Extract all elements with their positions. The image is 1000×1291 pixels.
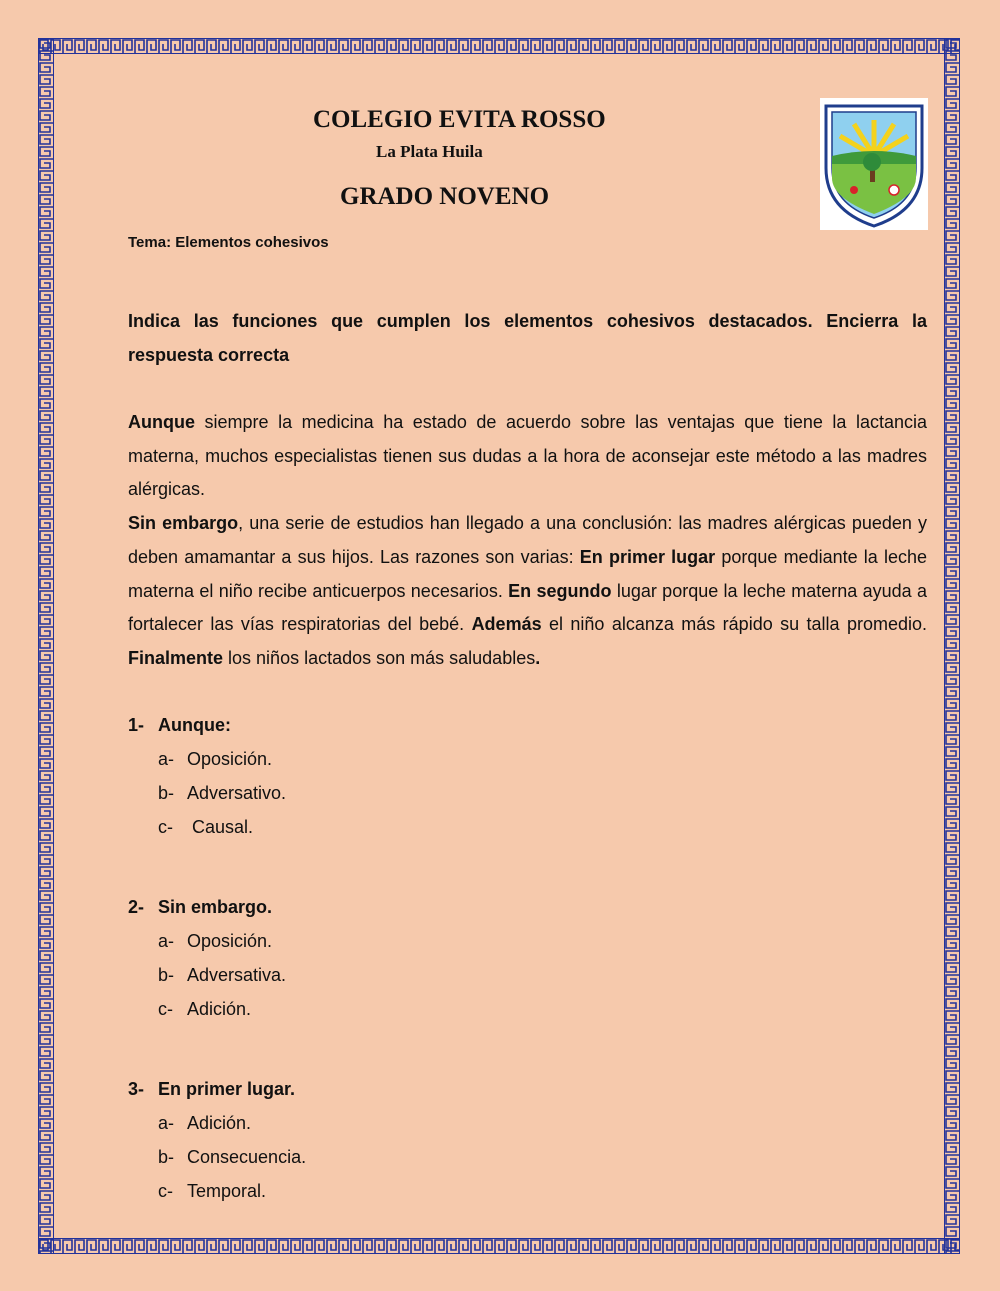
cohesive-element-ademas: Además bbox=[471, 614, 542, 635]
question-number: 1- bbox=[128, 715, 145, 735]
cohesive-element-en-primer-lugar: En primer lugar bbox=[579, 546, 716, 567]
option-letter: b- bbox=[158, 965, 175, 985]
reading-passage bbox=[128, 406, 927, 676]
answer-option-c[interactable] bbox=[128, 992, 286, 1026]
option-letter: a- bbox=[158, 931, 175, 951]
option-text: Adversativo. bbox=[187, 783, 287, 803]
question-1 bbox=[128, 708, 286, 844]
cohesive-element-finalmente: Finalmente bbox=[128, 647, 224, 668]
passage-text: porque mediante la leche materna el niño recibe anticuerpos necesarios. bbox=[128, 546, 927, 601]
option-text: Adversativa. bbox=[187, 965, 287, 985]
question-3 bbox=[128, 1072, 306, 1208]
cohesive-element-en-segundo: En segundo bbox=[508, 580, 612, 601]
question-title bbox=[128, 708, 286, 742]
school-city: La Plata Huila bbox=[376, 142, 483, 161]
option-letter: c- bbox=[158, 1181, 173, 1201]
question-number: 3- bbox=[128, 1079, 145, 1099]
passage-text: , una serie de estudios han llegado a una conclusión: las madres alérgicas pueden y deben amamantar a sus hijos. Las razones son varias: bbox=[128, 513, 927, 567]
option-letter: a- bbox=[158, 749, 175, 769]
option-letter: b- bbox=[158, 783, 175, 803]
crest-icon bbox=[820, 98, 928, 230]
answer-option-a[interactable] bbox=[128, 1106, 306, 1140]
question-text: En primer lugar. bbox=[158, 1079, 296, 1099]
option-text: Oposición. bbox=[187, 749, 273, 769]
cohesive-element-aunque: Aunque bbox=[128, 412, 195, 432]
border-right bbox=[944, 38, 960, 1254]
passage-text: siempre la medicina ha estado de acuerdo sobre las ventajas que tiene la lactancia materna, muchos especialistas tienen sus dudas a la hora de aconsejar este método a las madres alérgicas. bbox=[128, 412, 927, 500]
answer-option-b[interactable] bbox=[128, 958, 286, 992]
option-letter: b- bbox=[158, 1147, 175, 1167]
question-title bbox=[128, 1072, 306, 1106]
option-text: Temporal. bbox=[187, 1181, 267, 1201]
passage-period: . bbox=[535, 647, 541, 668]
option-letter: c- bbox=[158, 999, 173, 1019]
option-text: Adición. bbox=[187, 999, 252, 1019]
passage-paragraph-1 bbox=[128, 406, 927, 507]
topic-label: Tema: Elementos cohesivos bbox=[128, 234, 329, 251]
border-bottom bbox=[38, 1238, 960, 1254]
answer-option-a[interactable] bbox=[128, 924, 286, 958]
passage-text: el niño alcanza más rápido su talla promedio. bbox=[541, 614, 927, 635]
answer-option-a[interactable] bbox=[128, 742, 286, 776]
answer-option-b[interactable] bbox=[128, 1140, 306, 1174]
passage-text: lugar porque la leche materna ayuda a fortalecer las vías respiratorias del bebé. bbox=[128, 580, 927, 635]
cohesive-element-sin-embargo: Sin embargo bbox=[128, 513, 239, 534]
school-crest-logo bbox=[820, 98, 928, 230]
question-title bbox=[128, 890, 286, 924]
answer-option-c[interactable] bbox=[128, 810, 286, 844]
option-text: Consecuencia. bbox=[187, 1147, 307, 1167]
passage-paragraph-2 bbox=[128, 507, 927, 676]
option-letter: c- bbox=[158, 817, 173, 837]
answer-option-b[interactable] bbox=[128, 776, 286, 810]
answer-option-c[interactable] bbox=[128, 1174, 306, 1208]
border-top bbox=[38, 38, 960, 54]
option-text: Oposición. bbox=[187, 931, 273, 951]
question-text: Aunque: bbox=[158, 715, 231, 735]
option-text: Adición. bbox=[187, 1113, 252, 1133]
passage-text: los niños lactados son más saludables bbox=[223, 647, 536, 668]
instruction-text: Indica las funciones que cumplen los elementos cohesivos destacados. Encierra la respuesta correcta bbox=[128, 311, 927, 365]
border-left bbox=[38, 38, 54, 1254]
question-text: Sin embargo. bbox=[158, 897, 273, 917]
school-name: COLEGIO EVITA ROSSO bbox=[313, 106, 606, 133]
question-number: 2- bbox=[128, 897, 145, 917]
question-2 bbox=[128, 890, 286, 1026]
grade-title: GRADO NOVENO bbox=[340, 183, 550, 210]
option-letter: a- bbox=[158, 1113, 175, 1133]
option-text: Causal. bbox=[187, 817, 254, 837]
